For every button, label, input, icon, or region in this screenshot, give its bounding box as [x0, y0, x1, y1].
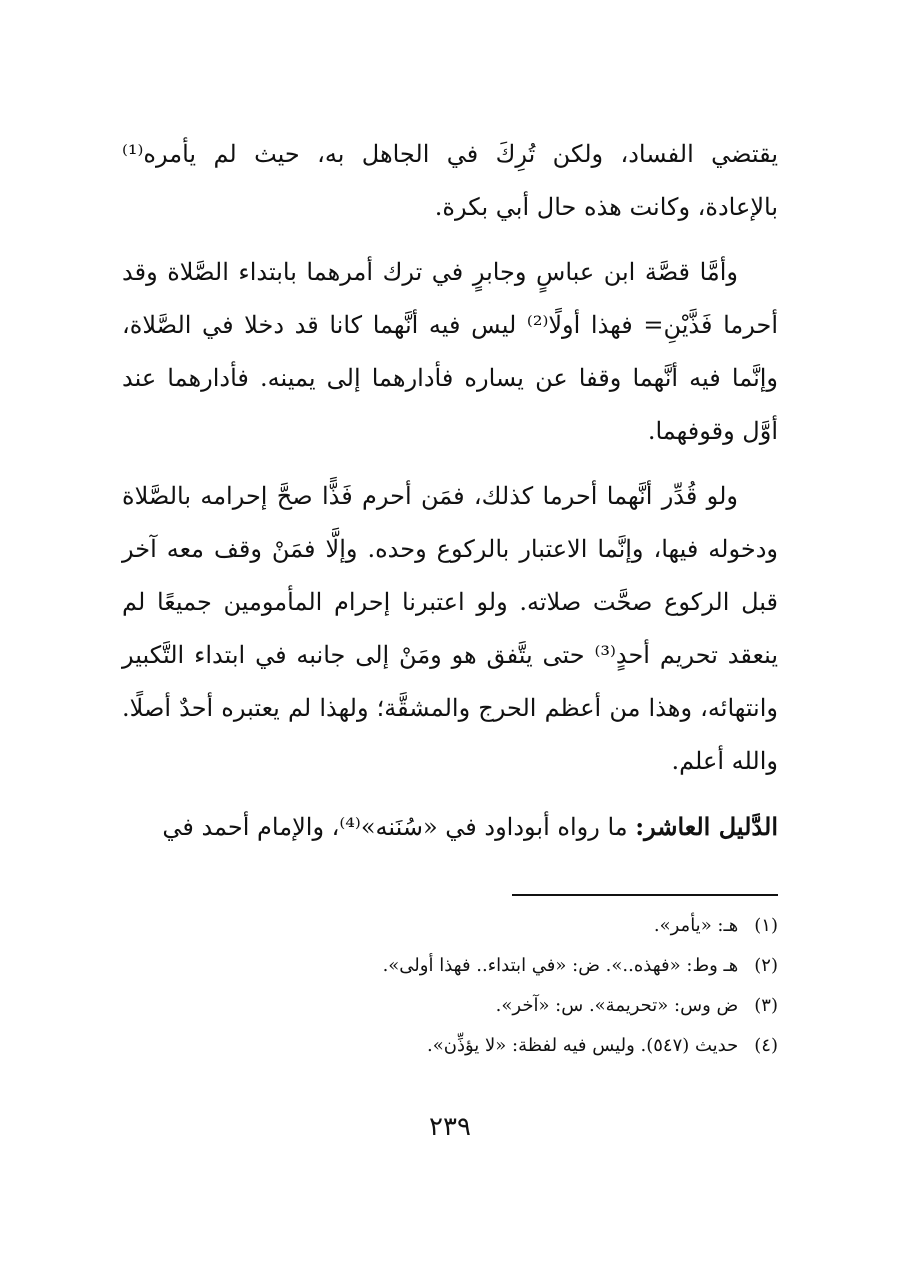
text-line: فيه أنَّهما وقفا عن يساره فأدارهما إلى يمينه. فأدارهما عند أوَّل — [122, 364, 778, 445]
paragraph — [122, 246, 778, 458]
paragraph — [122, 470, 778, 788]
footnote-number: (٢) — [754, 955, 778, 976]
footnote-text: هـ وط: «فهذه..». ض: «في ابتداء.. فهذا أولى». — [382, 955, 739, 976]
footnote — [122, 986, 778, 1026]
footnote-divider — [512, 894, 778, 896]
paragraph — [122, 128, 778, 234]
text-line: ولو قُدِّر أنَّهما أحرما كذلك، فمَن أحرم فَذًّا صحَّ إحرامه بالصَّلاة — [122, 482, 738, 510]
text-line: وقوفهما. — [647, 417, 735, 445]
footnote-number: (١) — [754, 915, 778, 936]
footnote — [122, 1026, 778, 1066]
text-line: ودخوله فيها، وإنَّما الاعتبار بالركوع وحده. وإلَّا فمَنْ وقف معه آخر — [122, 535, 779, 563]
text-line: والله أعلم. — [671, 747, 778, 775]
text-line: وكانت هذه حال أبي بكرة. — [434, 193, 691, 221]
footnote-number: (٣) — [754, 995, 778, 1016]
text-line: وانتهائه، وهذا من أعظم الحرج والمشقَّة؛ ولهذا لم يعتبره أحدٌ أصلًا. — [122, 694, 778, 722]
footnote-number: (٤) — [754, 1035, 778, 1056]
text-line: ما رواه أبوداود في «سُنَنه»⁽⁴⁾، والإمام أحمد في — [162, 813, 628, 841]
text-line: قبل الركوع صحَّت صلاته. ولو اعتبرنا إحرام المأمومين جميعًا لم — [122, 588, 778, 616]
footnote-text: ض وس: «تحريمة». س: «آخر». — [495, 995, 739, 1016]
text-line: أحرما فَذَّيْنِ= فهذا أولًا⁽²⁾ ليس فيه أنَّهما كانا قد دخلا في الصَّلاة، وإنَّما — [122, 311, 779, 392]
footnote — [122, 906, 778, 946]
paragraph — [122, 800, 778, 854]
page-number: ٢٣٩ — [429, 1112, 471, 1142]
footnotes — [122, 906, 778, 1066]
text-line: وأمَّا قصَّة ابن عباسٍ وجابرٍ في ترك أمرهما بابتداء الصَّلاة وقد — [122, 258, 738, 286]
text-line: ينعقد تحريم أحدٍ⁽³⁾ حتى يتَّفق هو ومَنْ إلى جانبه في ابتداء التَّكبير — [122, 641, 778, 669]
footnote — [122, 946, 778, 986]
text-line: يقتضي الفساد، ولكن تُرِكَ في الجاهل به، حيث لم يأمره⁽¹⁾ بالإعادة، — [122, 140, 778, 221]
main-text — [122, 128, 778, 854]
footnote-text: هـ: «يأمر». — [653, 915, 739, 936]
footnote-text: حديث (٥٤٧). وليس فيه لفظة: «لا يؤذِّن». — [427, 1035, 739, 1056]
section-heading: الدَّليل العاشر: — [635, 812, 778, 841]
